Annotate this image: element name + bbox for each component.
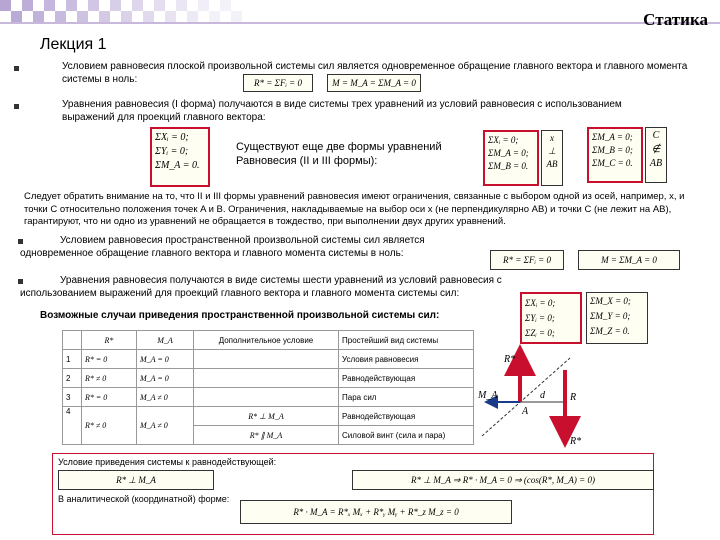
- slide-title: Статика: [643, 10, 708, 29]
- bullet-1: [14, 66, 19, 71]
- other-forms-text: Существуют еще две формы уравнений Равновесия (II и III формы):: [236, 141, 442, 167]
- vector-diagram: [470, 340, 590, 450]
- reduction-cases-table: [62, 330, 474, 445]
- checker-square: [55, 11, 66, 22]
- form2-equations-box: [483, 130, 539, 186]
- row-number: 1: [63, 350, 82, 369]
- row-result: Равнодействующая: [339, 369, 474, 388]
- checker-square: [132, 0, 143, 11]
- form3-condition-box: [645, 127, 667, 183]
- checker-square: [198, 0, 209, 11]
- lecture-label: Лекция 1: [40, 36, 107, 53]
- table-row: [63, 350, 474, 369]
- diagram-label-r-star-2: R*: [570, 436, 582, 447]
- eq-moment-z: ΣM_Z = 0.: [590, 326, 630, 336]
- checker-square: [165, 11, 176, 22]
- checker-square: [231, 11, 242, 22]
- row-result: Пара сил: [339, 388, 474, 407]
- row-result: Силовой винт (сила и пара): [339, 426, 474, 445]
- equilibrium-plane-text: Условием равновесия плоской произвольной системы сил является одновременное обращение главного вектора и главного момента системы в ноль:: [62, 61, 688, 85]
- formula-main-vector-zero: R* = ΣFᵢ = 0: [243, 74, 313, 92]
- cases-heading: Возможные случаи приведения пространственной произвольной системы сил:: [40, 310, 440, 321]
- form2-eq-3: ΣM_B = 0.: [488, 161, 529, 171]
- restrictions-note: Следует обратить внимание на то, что II и III формы уравнений равновесия имеют ограничения, связанные с выбором одной из осей, например, x, и точки C относительно положения точек A и B. Ограничения, накладываемые на выбор оси x (не перпендикулярно AB) и точки C (не лежит на AB), гарантируют, что ни одно из уравнений не обращается в тождество, при выполнении двух других уравнений.: [24, 191, 685, 227]
- form2-cond-2: ⊥: [548, 146, 556, 156]
- checker-square: [0, 0, 11, 11]
- form2-eq-2: ΣM_A = 0;: [488, 148, 529, 158]
- row-vector: R* = 0: [82, 350, 137, 369]
- checker-square: [88, 0, 99, 11]
- form1-eq-1: ΣXᵢ = 0;: [155, 132, 189, 143]
- row-condition: [194, 388, 339, 407]
- row-result: Равнодействующая: [339, 407, 474, 426]
- diagram-label-moment: M_A: [478, 390, 498, 401]
- diagram-label-r-star: R*: [504, 354, 516, 365]
- checker-square: [11, 11, 22, 22]
- form2-cond-1: x: [550, 133, 554, 143]
- checker-square: [121, 11, 132, 22]
- form2-cond-3: AB: [546, 159, 558, 169]
- eq-moment-y: ΣM_Y = 0;: [590, 311, 631, 321]
- checker-square: [209, 11, 220, 22]
- row-number: 3: [63, 388, 82, 407]
- checker-square: [33, 11, 44, 22]
- col-main-moment: M_A: [137, 331, 194, 350]
- row-vector: R* ≠ 0: [82, 369, 137, 388]
- header-checker-decoration: [0, 0, 720, 22]
- row-moment: M_A ≠ 0: [137, 388, 194, 407]
- equilibrium-equations-form1-text: Уравнения равновесия (I форма) получаются в виде системы трех уравнений из условий равновесия с использованием выражений для проекций главного вектора:: [62, 99, 622, 123]
- diagram-label-distance: d: [540, 390, 545, 401]
- eq-moment-x: ΣM_X = 0;: [590, 296, 631, 306]
- table-row: [63, 369, 474, 388]
- form1-equations-box: [150, 127, 210, 187]
- checker-square: [66, 0, 77, 11]
- col-main-vector: R*: [82, 331, 137, 350]
- condition-perpendicular: R* ⊥ M_A: [116, 474, 156, 485]
- checker-square: [154, 0, 165, 11]
- diagram-label-point-a: A: [522, 406, 529, 417]
- checker-square: [187, 11, 198, 22]
- form3-cond-2: ∉: [651, 144, 661, 155]
- row-moment: M_A = 0: [137, 369, 194, 388]
- table-row: [63, 388, 474, 407]
- row-moment: M_A ≠ 0: [137, 407, 194, 445]
- form2-eq-1: ΣXᵢ = 0;: [488, 135, 519, 145]
- checker-square: [22, 0, 33, 11]
- table-header-row: [63, 331, 474, 350]
- formula-main-moment-zero: M = M_A = ΣM_A = 0: [327, 74, 421, 92]
- row-vector: R* = 0: [82, 388, 137, 407]
- checker-square: [110, 0, 121, 11]
- row-result: Условия равновесия: [339, 350, 474, 369]
- row-condition: R* ∥ M_A: [194, 426, 339, 445]
- checker-square: [99, 11, 110, 22]
- checker-square: [220, 0, 231, 11]
- condition-box-left: [58, 470, 214, 490]
- form3-eq-1: ΣM_A = 0;: [592, 132, 633, 142]
- form3-cond-1: C: [652, 130, 660, 141]
- header-rule: [0, 22, 720, 24]
- row-number: 2: [63, 369, 82, 388]
- eq-sum-y: ΣYᵢ = 0;: [525, 313, 555, 323]
- checker-square: [176, 0, 187, 11]
- diagram-label-r: R: [570, 392, 577, 403]
- form2-condition-box: [541, 130, 563, 186]
- checker-square: [44, 0, 55, 11]
- eq-sum-x: ΣXᵢ = 0;: [525, 298, 556, 308]
- eq-sum-z: ΣZᵢ = 0;: [525, 328, 555, 338]
- form3-eq-2: ΣM_B = 0;: [592, 145, 633, 155]
- force-projections-box: [520, 292, 582, 344]
- six-equations-text: Уравнения равновесия получаются в виде системы шести уравнений из условий равновесия с использованием выражений для проекций главного вектора и главного момента системы сил:: [20, 275, 502, 299]
- analytic-formula: R* · M_A = R*ₓ Mₓ + R*ᵧ Mᵧ + R*_z M_z = 0: [240, 500, 512, 524]
- form3-cond-3: AB: [649, 158, 663, 169]
- equilibrium-space-text: Условием равновесия пространственной произвольной системы сил является одновременное обращение главного вектора и главного момента системы в ноль:: [20, 235, 425, 259]
- form3-equations-box: [587, 127, 643, 183]
- checker-square: [143, 11, 154, 22]
- moment-projections-box: [586, 292, 648, 344]
- row-condition: [194, 369, 339, 388]
- row-condition: R* ⊥ M_A: [194, 407, 339, 426]
- analytic-form-title: В аналитической (координатной) форме:: [58, 494, 230, 504]
- row-vector: R* ≠ 0: [82, 407, 137, 445]
- formula-space-moment-zero: M = ΣM_A = 0: [578, 250, 680, 270]
- resultant-condition-title: Условие приведения системы к равнодействующей:: [58, 457, 277, 467]
- condition-formula: R* ⊥ M_A ⇒ R* · M_A = 0 ⇒ (cos(R*, M_A) = 0): [352, 470, 654, 490]
- row-condition: [194, 350, 339, 369]
- table-row: [63, 407, 474, 426]
- formula-space-vector-zero: R* = ΣFᵢ = 0: [490, 250, 564, 270]
- form1-eq-2: ΣYᵢ = 0;: [155, 146, 189, 157]
- bullet-2: [14, 104, 19, 109]
- form3-eq-3: ΣM_C = 0.: [592, 158, 633, 168]
- form1-eq-3: ΣM_A = 0.: [155, 160, 200, 171]
- col-simplest-form: Простейший вид системы: [339, 331, 474, 350]
- row-number: 4: [63, 407, 82, 445]
- checker-square: [77, 11, 88, 22]
- col-extra-condition: Дополнительное условие: [194, 331, 339, 350]
- row-moment: M_A = 0: [137, 350, 194, 369]
